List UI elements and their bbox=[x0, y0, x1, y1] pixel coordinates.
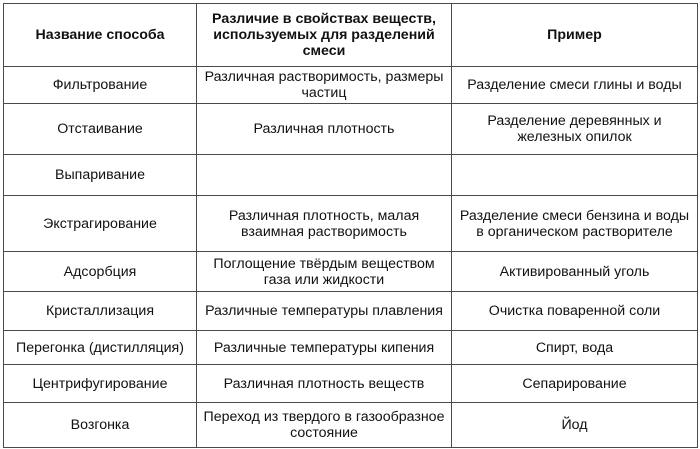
example-cell: Разделение смеси бензина и воды в органическом растворителе bbox=[452, 196, 698, 252]
table-row bbox=[4, 155, 698, 196]
example-cell: Сепарирование bbox=[452, 365, 698, 403]
table-row bbox=[4, 196, 698, 252]
table-row bbox=[4, 252, 698, 292]
example-cell: Йод bbox=[452, 403, 698, 448]
method-cell: Возгонка bbox=[4, 403, 197, 448]
example-cell: Разделение смеси глины и воды bbox=[452, 67, 698, 104]
table-row bbox=[4, 331, 698, 365]
example-cell: Активированный уголь bbox=[452, 252, 698, 292]
table-row bbox=[4, 365, 698, 403]
difference-cell: Различная плотность веществ bbox=[197, 365, 452, 403]
table-row bbox=[4, 104, 698, 155]
method-cell: Перегонка (дистилляция) bbox=[4, 331, 197, 365]
header-example: Пример bbox=[452, 4, 698, 67]
example-cell: Спирт, вода bbox=[452, 331, 698, 365]
difference-cell: Переход из твердого в газообразное состояние bbox=[197, 403, 452, 448]
method-cell: Отстаивание bbox=[4, 104, 197, 155]
header-property-difference: Различие в свойствах веществ, используемых для разделений смеси bbox=[197, 4, 452, 67]
separation-methods-table-container bbox=[3, 3, 697, 447]
method-cell: Адсорбция bbox=[4, 252, 197, 292]
header-method-name: Название способа bbox=[4, 4, 197, 67]
difference-cell: Различная плотность bbox=[197, 104, 452, 155]
table-row bbox=[4, 403, 698, 448]
table-header-row bbox=[4, 4, 698, 67]
method-cell: Экстрагирование bbox=[4, 196, 197, 252]
difference-cell: Поглощение твёрдым веществом газа или жидкости bbox=[197, 252, 452, 292]
difference-cell: Различные температуры плавления bbox=[197, 292, 452, 331]
difference-cell: Различная плотность, малая взаимная растворимость bbox=[197, 196, 452, 252]
example-cell bbox=[452, 155, 698, 196]
method-cell: Выпаривание bbox=[4, 155, 197, 196]
difference-cell: Различная растворимость, размеры частиц bbox=[197, 67, 452, 104]
method-cell: Кристаллизация bbox=[4, 292, 197, 331]
difference-cell bbox=[197, 155, 452, 196]
separation-methods-table bbox=[3, 3, 698, 448]
example-cell: Разделение деревянных и железных опилок bbox=[452, 104, 698, 155]
table-row bbox=[4, 292, 698, 331]
method-cell: Фильтрование bbox=[4, 67, 197, 104]
method-cell: Центрифугирование bbox=[4, 365, 197, 403]
table-row bbox=[4, 67, 698, 104]
difference-cell: Различные температуры кипения bbox=[197, 331, 452, 365]
example-cell: Очистка поваренной соли bbox=[452, 292, 698, 331]
